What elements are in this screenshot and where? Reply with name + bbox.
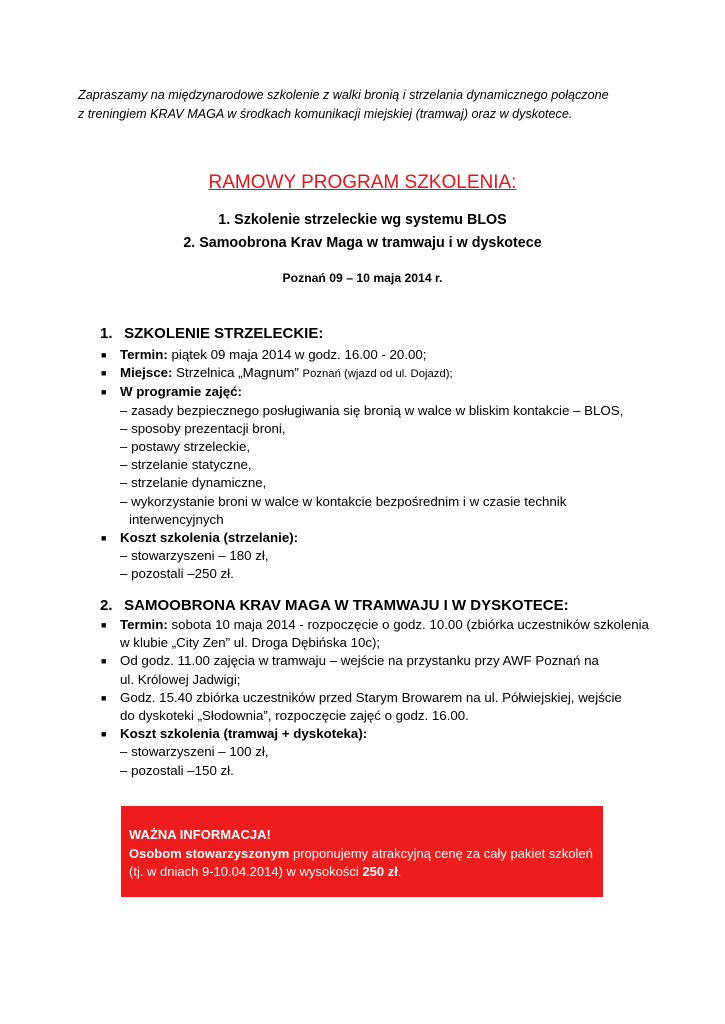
subtitle-1: 1. Szkolenie strzeleckie wg systemu BLOS	[218, 212, 507, 228]
miejsce-label: Miejsce:	[120, 365, 173, 381]
list-item-miejsce	[100, 364, 660, 383]
info-rest-1: proponujemy atrakcyjną cenę za cały pakiet szkoleń	[289, 845, 593, 861]
list-item-termin	[100, 346, 660, 364]
koszt-label: Koszt szkolenia (tramwaj + dyskoteka):	[120, 726, 368, 742]
program-item: interwencyjnych	[129, 511, 224, 527]
bullet-icon: ■	[101, 692, 107, 703]
program-item: – sposoby prezentacji broni,	[120, 420, 286, 436]
subtitle-2: 2. Samoobrona Krav Maga w tramwaju i w dyskotece	[183, 235, 542, 251]
event-date: Poznań 09 – 10 maja 2014 r.	[282, 271, 443, 285]
koszt-label: Koszt szkolenia (strzelanie):	[120, 530, 299, 546]
list-item-koszt	[100, 725, 660, 743]
list-item-disco	[100, 689, 660, 707]
bullet-icon: ■	[101, 729, 107, 740]
koszt-item: – pozostali –150 zł.	[120, 762, 234, 778]
miejsce-value: Strzelnica „Magnum”	[172, 365, 303, 381]
tram-line-2: ul. Królowej Jadwigi;	[120, 671, 241, 687]
bullet-icon: ■	[101, 350, 107, 360]
termin-label: Termin:	[120, 347, 168, 362]
program-item: – strzelanie statyczne,	[120, 457, 252, 473]
list-item-termin	[100, 616, 660, 634]
page-title: RAMOWY PROGRAM SZKOLENIA:	[208, 172, 517, 193]
section-1-list	[100, 346, 660, 584]
bullet-icon: ■	[101, 533, 107, 544]
section-2-heading	[100, 597, 569, 614]
list-item-tram	[100, 652, 660, 670]
termin-value: sobota 10 maja 2014 - rozpoczęcie o godz. 10.00 (zbiórka uczestników szkolenia	[167, 617, 649, 632]
info-price: 250 zł	[362, 864, 398, 879]
disco-line-1: Godz. 15.40 zbiórka uczestników przed Starym Browarem na ul. Półwiejskiej, wejście	[120, 689, 622, 705]
program-item: – strzelanie dynamiczne,	[120, 475, 267, 491]
tram-line-1: Od godz. 11.00 zajęcia w tramwaju – wejście na przystanku przy AWF Poznań na	[120, 653, 599, 669]
program-label: W programie zajęć:	[120, 384, 242, 400]
info-end: .	[397, 864, 402, 879]
section-1-number: 1.	[100, 325, 113, 342]
program-item: – wykorzystanie broni w walce w kontakcie bezpośrednim i w czasie technik	[120, 493, 567, 509]
termin-continuation: w klubie „City Zen” ul. Droga Dębińska 10c);	[120, 635, 381, 651]
intro-line-2: z treningiem KRAV MAGA w środkach komunikacji miejskiej (tramwaj) oraz w dyskotece.	[78, 107, 573, 121]
info-heading: WAŻNA INFORMACJA!	[129, 827, 271, 842]
termin-value: piątek 09 maja 2014 w godz. 16.00 - 20.00;	[167, 347, 427, 362]
bullet-icon: ■	[101, 620, 107, 630]
program-item: – zasady bezpiecznego posługiwania się bronią w walce w bliskim kontakcie – BLOS,	[120, 402, 624, 418]
bullet-icon: ■	[101, 387, 107, 398]
info-rest-2: (tj. w dniach 9-10.04.2014) w wysokości	[129, 864, 363, 879]
koszt-item: – stowarzyszeni – 100 zł,	[120, 744, 269, 760]
list-item-program	[100, 383, 660, 401]
koszt-item: – stowarzyszeni – 180 zł,	[120, 548, 269, 564]
program-item: – postawy strzeleckie,	[120, 439, 251, 455]
section-1-title: SZKOLENIE STRZELECKIE:	[124, 325, 324, 342]
bullet-icon: ■	[101, 368, 107, 379]
list-item-koszt	[100, 529, 660, 547]
section-2-number: 2.	[100, 597, 113, 614]
important-info-box	[121, 806, 603, 897]
disco-line-2: do dyskoteki „Słodownia”, rozpoczęcie zajęć o godz. 16.00.	[120, 708, 469, 724]
info-bold-start: Osobom stowarzyszonym	[129, 845, 290, 861]
section-2-list	[100, 616, 660, 780]
termin-label: Termin:	[120, 617, 168, 632]
koszt-item: – pozostali –250 zł.	[120, 566, 234, 582]
intro-paragraph	[78, 86, 658, 124]
bullet-icon: ■	[101, 656, 107, 667]
section-2-title: SAMOOBRONA KRAV MAGA W TRAMWAJU I W DYSKOTECE:	[124, 597, 569, 614]
miejsce-address: Poznań (wjazd od ul. Dojazd);	[302, 368, 453, 381]
intro-line-1: Zapraszamy na międzynarodowe szkolenie z walki bronią i strzelania dynamicznego połączone	[78, 88, 609, 102]
section-1-heading	[100, 325, 323, 342]
